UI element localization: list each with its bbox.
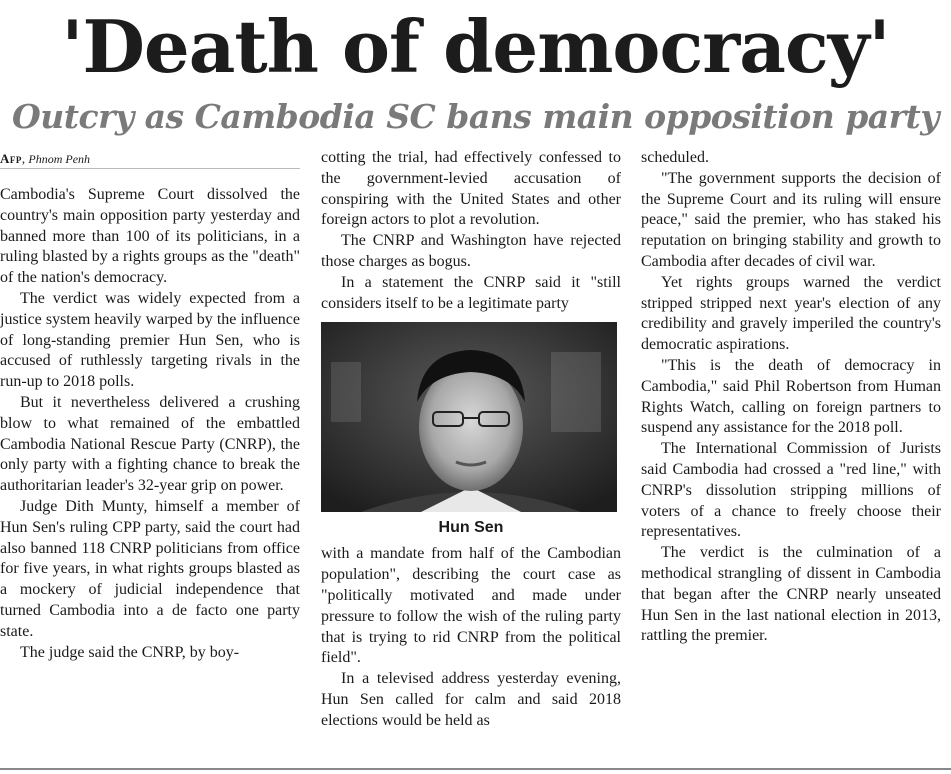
paragraph: But it nevertheless delivered a crushing blow to what remained of the embattled Cambodia National Rescue Party (CNRP), the only party with a fighting chance to break the authoritarian leader's 32-year grip on power. xyxy=(0,393,300,495)
paragraph: scheduled. xyxy=(641,149,709,166)
article-column-2 xyxy=(321,148,621,732)
portrait-image xyxy=(321,322,617,512)
paragraph: The verdict was widely expected from a justice system heavily warped by the influence of long-standing premier Hun Sen, who is accused of ruthlessly targeting rivals in the run-up to 2018 polls. xyxy=(0,289,300,391)
bottom-rule xyxy=(0,768,951,770)
headline: 'Death of democracy' xyxy=(61,4,890,89)
paragraph: "This is the death of democracy in Cambodia," said Phil Robertson from Human Rights Watch, calling on foreign partners to suspend any assistance for the 2018 poll. xyxy=(641,356,941,437)
paragraph: The CNRP and Washington have rejected those charges as bogus. xyxy=(321,232,621,270)
byline: Afp, Phnom Penh xyxy=(0,150,300,169)
hun-sen-photo xyxy=(321,322,617,512)
byline-place: Phnom Penh xyxy=(28,152,91,166)
paragraph: The International Commission of Jurists said Cambodia had crossed a "red line," with CNRP's dissolution stripping millions of voters of a chance to freely choose their representatives. xyxy=(641,440,941,541)
paragraph: Cambodia's Supreme Court dissolved the country's main opposition party yesterday and banned more than 100 of its politicians, in a ruling blasted by a rights groups as the "death" of the nation's democracy. xyxy=(0,186,300,287)
byline-agency: Afp xyxy=(0,151,22,166)
photo-caption: Hun Sen xyxy=(438,519,504,537)
paragraph: In a statement the CNRP said it "still considers itself to be a legitimate party xyxy=(321,273,621,312)
paragraph: The verdict is the culmination of a methodical strangling of dissent in Cambodia that began after the CNRP nearly unseated Hun Sen in the last national election in 2013, rattling the premier. xyxy=(641,544,941,645)
paragraph: The judge said the CNRP, by boy- xyxy=(20,643,240,661)
article-column-3 xyxy=(641,148,941,647)
paragraph: with a mandate from half of the Cambodian population", describing the court case as "politically motivated and made under pressure to follow the wish of the ruling party that is trying to rid CNRP from the political field". xyxy=(321,545,621,667)
paragraph: Yet rights groups warned the verdict stripped stripped next year's election of any credibility and gravely imperiled the country's democratic aspirations. xyxy=(641,273,941,354)
paragraph: Judge Dith Munty, himself a member of Hun Sen's ruling CPP party, said the court had also banned 118 CNRP politicians from office for five years, in what rights groups blasted as a mockery of judicial independence that turned Cambodia into a de facto one party state. xyxy=(0,497,300,640)
subheadline: Outcry as Cambodia SC bans main opposition party xyxy=(12,97,939,136)
paragraph: "The government supports the decision of the Supreme Court and its ruling will ensure peace," said the premier, who has staked his reputation on bringing stability and growth to Cambodia after decades of civil war. xyxy=(641,169,941,270)
paragraph: In a televised address yesterday evening, Hun Sen called for calm and said 2018 elections would be held as xyxy=(321,670,621,729)
article-column-1 xyxy=(0,150,300,663)
paragraph: cotting the trial, had effectively confessed to the government-levied accusation of conspiring with the United States and other foreign actors to plot a revolution. xyxy=(321,149,621,229)
